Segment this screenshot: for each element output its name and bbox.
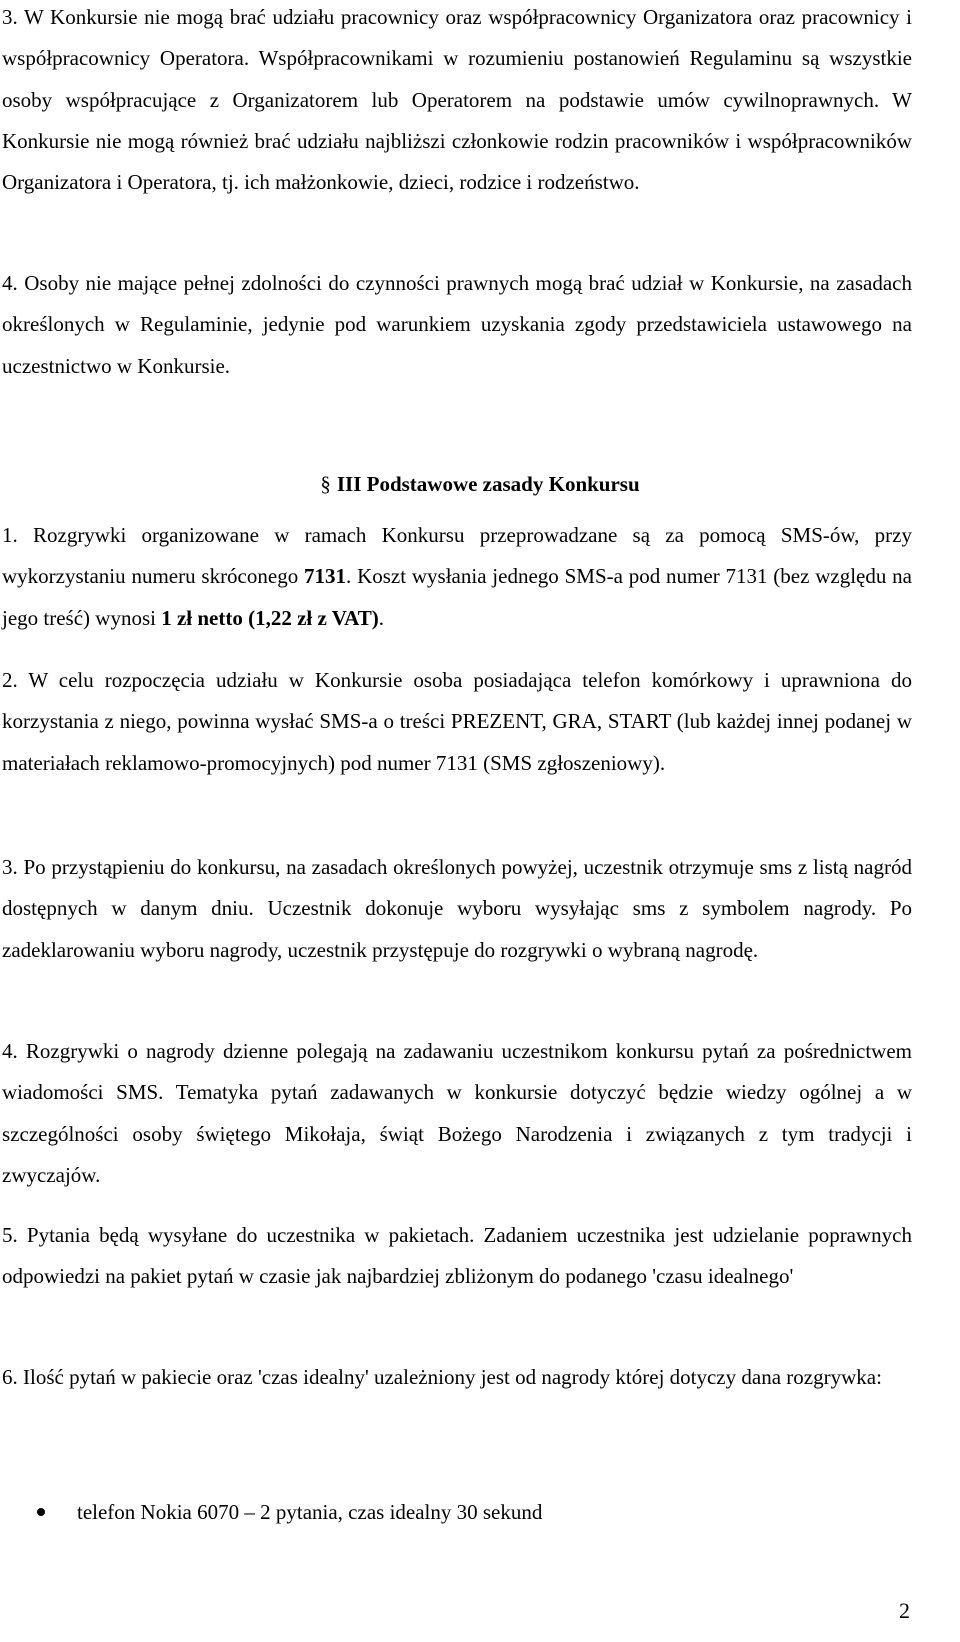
rule-1-text-b: . Koszt wysłania jednego SMS-a pod numer 7131 (bez względu na jego treść) wynosi	[2, 564, 912, 630]
paragraph-3	[2, 0, 912, 203]
rule-5	[2, 1215, 912, 1298]
rule-2-text: 2. W celu rozpoczęcia udziału w Konkursie osoba posiadająca telefon komórkowy i uprawniona do korzystania z niego, powinna wysłać SMS-a o treści PREZENT, GRA, START (lub każdej innej podanej w materiałach reklamowo-promocyjnych) pod numer 7131 (SMS zgłoszeniowy).	[2, 668, 912, 775]
rule-5-text: 5. Pytania będą wysyłane do uczestnika w pakietach. Zadaniem uczestnika jest udzielanie poprawnych odpowiedzi na pakiet pytań w czasie jak najbardziej zbliżonym do podanego 'czasu idealnego'	[2, 1223, 912, 1289]
paragraph-3-text: 3. W Konkursie nie mogą brać udziału pracownicy oraz współpracownicy Organizatora oraz pracownicy i współpracownicy Operatora. Współpracownikami w rozumieniu postanowień Regulaminu są wszystkie osoby współpracujące z Organizatorem lub Operatorem na podstawie umów cywilnoprawnych. W Konkursie nie mogą również brać udziału najbliższi członkowie rodzin pracowników i współpracowników Organizatora i Operatora, tj. ich małżonkowie, dzieci, rodzice i rodzeństwo.	[2, 5, 912, 195]
rule-4-text: 4. Rozgrywki o nagrody dzienne polegają na zadawaniu uczestnikom konkursu pytań za pośrednictwem wiadomości SMS. Tematyka pytań zadawanych w konkursie dotyczyć będzie wiedzy ogólnej a w szczególności osoby świętego Mikołaja, świąt Bożego Narodzenia i związanych z tym tradycji i zwyczajów.	[2, 1039, 912, 1187]
bullet-icon	[37, 1508, 45, 1516]
rule-3	[2, 847, 912, 971]
rule-4	[2, 1031, 912, 1196]
rule-2	[2, 660, 912, 784]
section-heading	[0, 464, 960, 504]
rule-1-text-c: .	[378, 605, 385, 630]
rule-1-text-a: 1. Rozgrywki organizowane w ramach Konkursu przeprowadzane są za pomocą SMS-ów, przy wykorzystaniu numeru skróconego	[2, 523, 912, 589]
paragraph-4-text: 4. Osoby nie mające pełnej zdolności do czynności prawnych mogą brać udział w Konkursie, na zasadach określonych w Regulaminie, jedynie pod warunkiem uzyskania zgody przedstawiciela ustawowego na uczestnictwo w Konkursie.	[2, 271, 912, 378]
section-symbol: §	[320, 472, 331, 496]
list-item-text: telefon Nokia 6070 – 2 pytania, czas idealny 30 sekund	[77, 1500, 543, 1524]
rule-3-text: 3. Po przystąpieniu do konkursu, na zasadach określonych powyżej, uczestnik otrzymuje sms z listą nagród dostępnych w danym dniu. Uczestnik dokonuje wyboru wysyłając sms z symbolem nagrody. Po zadeklarowaniu wyboru nagrody, uczestnik przystępuje do rozgrywki o wybraną nagrodę.	[2, 855, 912, 962]
rule-1-price: 1 zł netto (1,22 zł z VAT)	[161, 605, 379, 630]
rule-6	[2, 1357, 912, 1398]
section-title: III Podstawowe zasady Konkursu	[336, 472, 640, 496]
page-number: 2	[899, 1598, 910, 1623]
paragraph-4	[2, 263, 912, 387]
prize-list	[0, 1492, 960, 1532]
list-item	[0, 1492, 960, 1532]
rule-1	[2, 515, 912, 639]
rule-1-sms-number: 7131	[304, 564, 347, 589]
rule-6-text: 6. Ilość pytań w pakiecie oraz 'czas idealny' uzależniony jest od nagrody której dotyczy dana rozgrywka:	[2, 1365, 882, 1389]
